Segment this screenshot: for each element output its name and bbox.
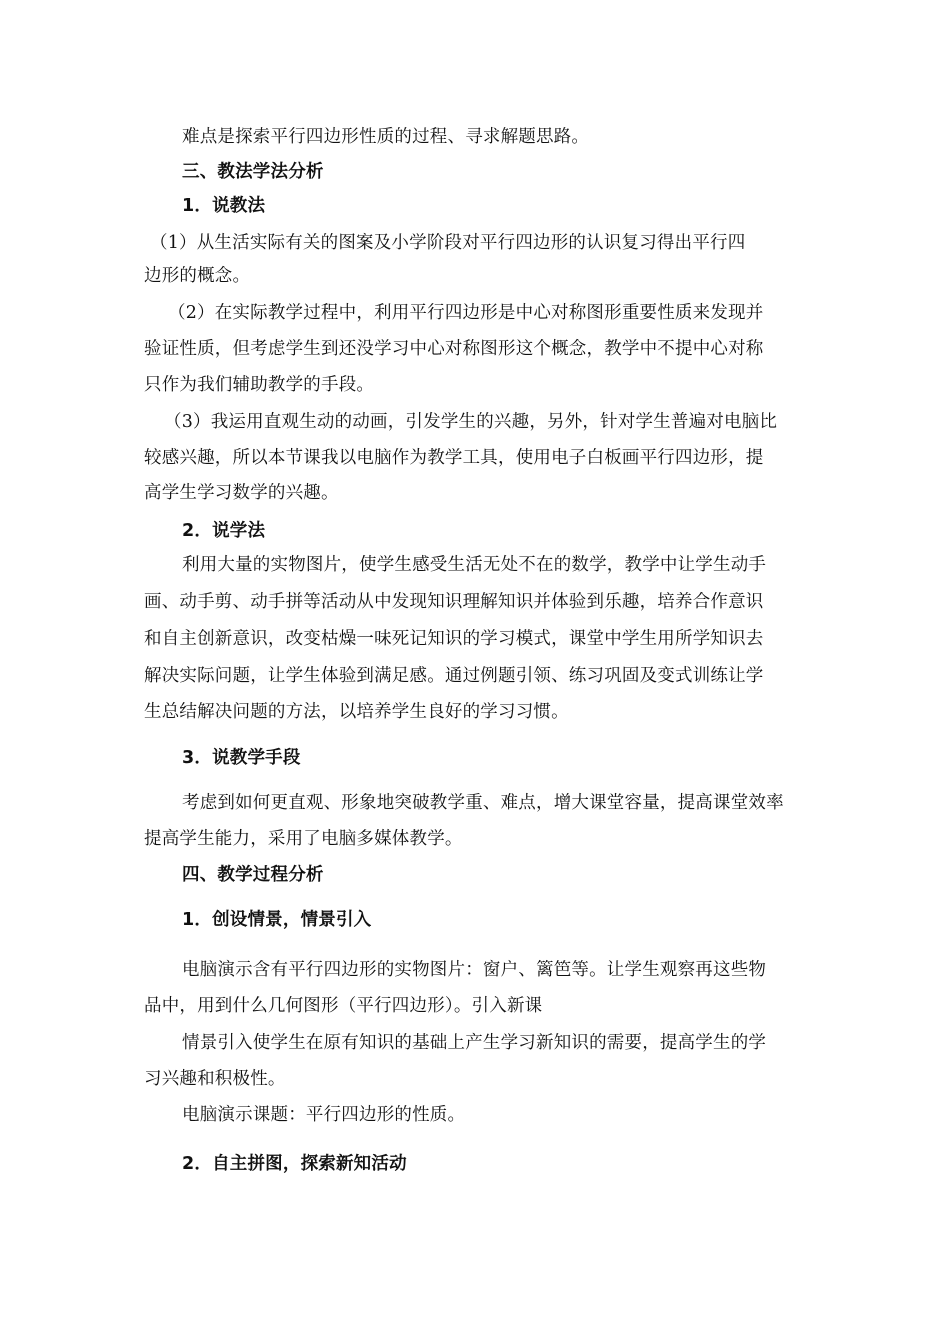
text-line: 电脑演示含有平行四边形的实物图片：窗户、篱笆等。让学生观察再这些物 — [182, 960, 767, 980]
text-line: 习兴趣和积极性。 — [144, 1069, 286, 1089]
text-line: 情景引入使学生在原有知识的基础上产生学习新知识的需要，提高学生的学 — [182, 1033, 767, 1053]
text-line: 难点是探索平行四边形性质的过程、寻求解题思路。 — [182, 127, 590, 147]
subsection-heading: 2．自主拼图，探索新知活动 — [182, 1154, 407, 1174]
subsection-heading: 2．说学法 — [182, 521, 266, 541]
subsection-heading: 3．说教学手段 — [182, 748, 301, 768]
text-line: 较感兴趣，所以本节课我以电脑作为教学工具，使用电子白板画平行四边形，提 — [144, 448, 764, 468]
text-line: 高学生学习数学的兴趣。 — [144, 483, 339, 503]
text-line: 生总结解决问题的方法，以培养学生良好的学习习惯。 — [144, 702, 569, 722]
text-line: 画、动手剪、动手拼等活动从中发现知识理解知识并体验到乐趣，培养合作意识 — [144, 592, 764, 612]
text-line: 利用大量的实物图片，使学生感受生活无处不在的数学，教学中让学生动手 — [182, 555, 767, 575]
text-line: 解决实际问题，让学生体验到满足感。通过例题引领、练习巩固及变式训练让学 — [144, 666, 764, 686]
text-line: 边形的概念。 — [144, 266, 251, 286]
text-line: 验证性质，但考虑学生到还没学习中心对称图形这个概念，教学中不提中心对称 — [144, 339, 764, 359]
text-line: 品中，用到什么几何图形（平行四边形）。引入新课 — [144, 996, 543, 1016]
section-heading: 三、教法学法分析 — [182, 162, 324, 182]
text-line: 提高学生能力，采用了电脑多媒体教学。 — [144, 829, 463, 849]
section-heading: 四、教学过程分析 — [182, 865, 324, 885]
subsection-heading: 1．说教法 — [182, 196, 266, 216]
text-line: 只作为我们辅助教学的手段。 — [144, 375, 375, 395]
text-line: （3）我运用直观生动的动画，引发学生的兴趣，另外，针对学生普遍对电脑比 — [164, 412, 778, 432]
text-line: 电脑演示课题：平行四边形的性质。 — [182, 1105, 466, 1125]
text-line: （2）在实际教学过程中，利用平行四边形是中心对称图形重要性质来发现并 — [168, 303, 764, 323]
text-line: （1）从生活实际有关的图案及小学阶段对平行四边形的认识复习得出平行四 — [150, 233, 746, 253]
text-line: 考虑到如何更直观、形象地突破教学重、难点，增大课堂容量，提高课堂效率 — [182, 793, 784, 813]
text-line: 和自主创新意识，改变枯燥一味死记知识的学习模式，课堂中学生用所学知识去 — [144, 629, 764, 649]
subsection-heading: 1．创设情景，情景引入 — [182, 910, 372, 930]
